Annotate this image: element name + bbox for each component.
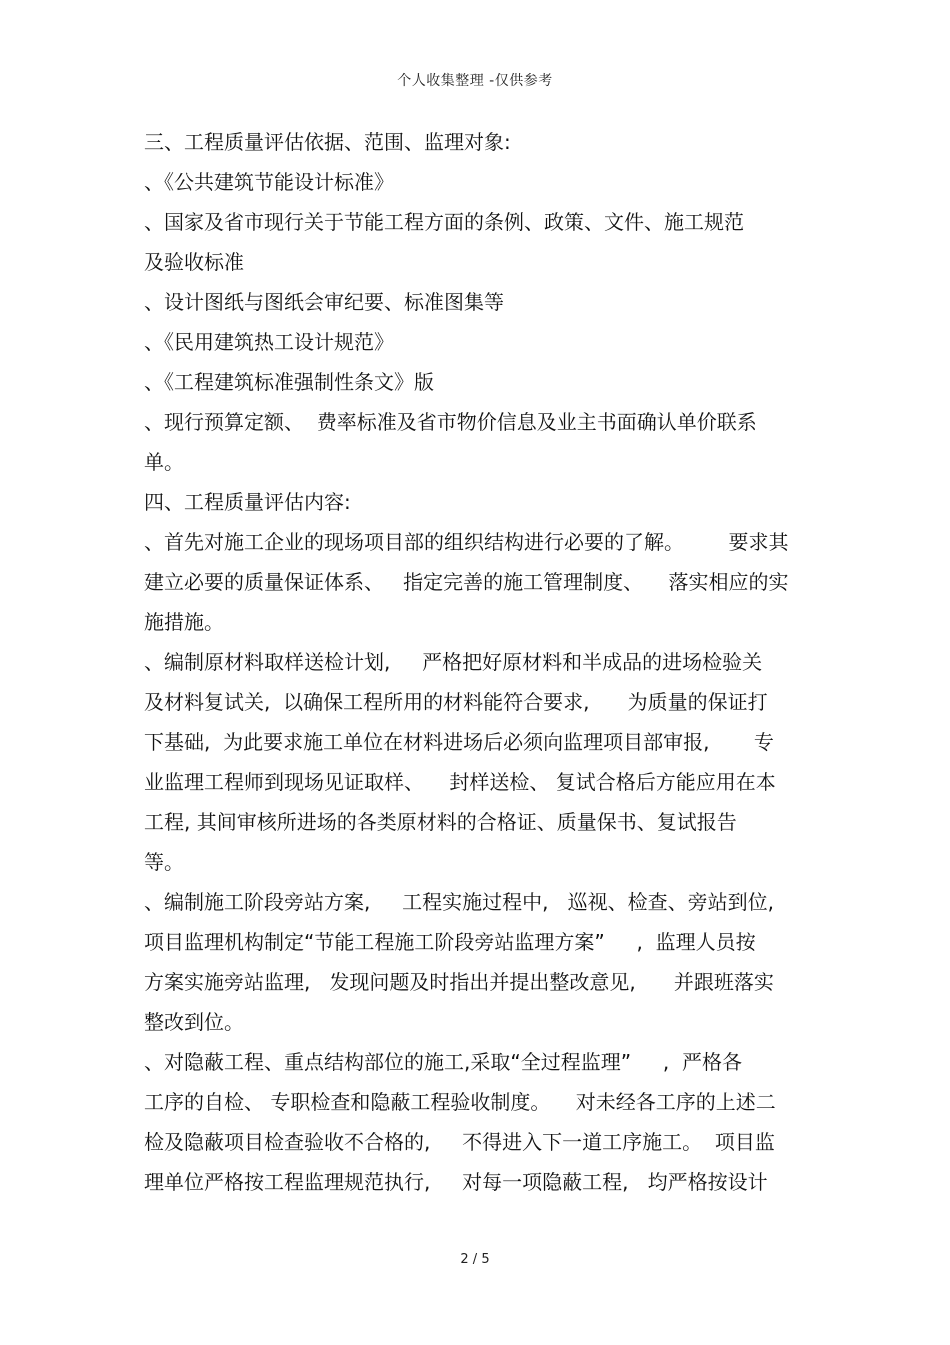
text-line: 等。 (144, 850, 184, 874)
section-heading-3: 三、工程质量评估依据、范围、监理对象: (144, 130, 511, 154)
text-line: 理单位严格按工程监理规范执行, 对每一项隐蔽工程, 均严格按设计 (144, 1170, 768, 1194)
text-line: 、编制原材料取样送检计划, 严格把好原材料和半成品的进场检验关 (144, 650, 763, 674)
page-number: 2 / 5 (460, 1252, 490, 1267)
text-line: 工程, 其间审核所进场的各类原材料的合格证、质量保书、复试报告 (144, 810, 737, 834)
text-line: 、对隐蔽工程、重点结构部位的施工,采取“全过程监理” , 严格各 (144, 1050, 742, 1074)
text-line: 、《公共建筑节能设计标准》 (144, 170, 394, 194)
text-line: 项目监理机构制定“节能工程施工阶段旁站监理方案” , 监理人员按 (144, 930, 756, 954)
text-line: 业监理工程师到现场见证取样、 封样送检、 复试合格后方能应用在本 (144, 770, 776, 794)
text-line: 及材料复试关, 以确保工程所用的材料能符合要求, 为质量的保证打 (144, 690, 768, 714)
text-line: 单。 (144, 450, 184, 474)
text-line: 方案实施旁站监理, 发现问题及时指出并提出整改意见, 并跟班落实 (144, 970, 774, 994)
text-line: 、《民用建筑热工设计规范》 (144, 330, 394, 354)
text-line: 、设计图纸与图纸会审纪要、标准图集等 (144, 290, 504, 314)
text-line: 及验收标准 (144, 250, 244, 274)
text-line: 工序的自检、 专职检查和隐蔽工程验收制度。 对未经各工序的上述二 (144, 1090, 776, 1114)
text-line: 、现行预算定额、 费率标准及省市物价信息及业主书面确认单价联系 (144, 410, 757, 434)
text-line: 检及隐蔽项目检查验收不合格的, 不得进入下一道工序施工。 项目监 (144, 1130, 775, 1154)
document-body (144, 122, 814, 1202)
text-line: 、编制施工阶段旁站方案, 工程实施过程中, 巡视、检查、旁站到位, (144, 890, 774, 914)
text-line: 下基础, 为此要求施工单位在材料进场后必须向监理项目部审报, 专 (144, 730, 774, 754)
text-line: 、国家及省市现行关于节能工程方面的条例、政策、文件、施工规范 (144, 210, 744, 234)
text-line: 建立必要的质量保证体系、 指定完善的施工管理制度、 落实相应的实 (144, 570, 789, 594)
text-line: 、《工程建筑标准强制性条文》版 (144, 370, 434, 394)
page-header: 个人收集整理 -仅供参考 (397, 73, 553, 89)
text-line: 、首先对施工企业的现场项目部的组织结构进行必要的了解。 要求其 (144, 530, 789, 554)
text-line: 整改到位。 (144, 1010, 244, 1034)
text-line: 施措施。 (144, 610, 224, 634)
section-heading-4: 四、工程质量评估内容: (144, 490, 351, 514)
